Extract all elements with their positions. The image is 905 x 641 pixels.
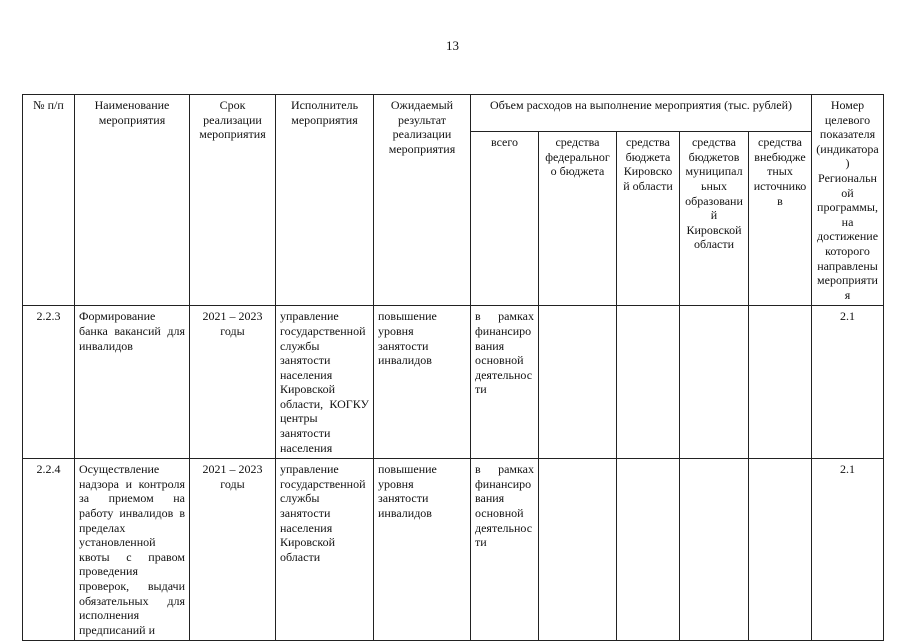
cell-executor: управление государственной службы занятости населения Кировской области — [276, 459, 374, 641]
cell-regional — [617, 459, 680, 641]
cell-federal — [539, 459, 617, 641]
cell-executor: управление государственной службы занятости населения Кировской области, КОГКУ центры занятости населения — [276, 306, 374, 459]
header-federal: средства федерального бюджета — [539, 132, 617, 306]
cell-term: 2021 – 2023 годы — [190, 306, 276, 459]
cell-federal — [539, 306, 617, 459]
cell-num: 2.2.4 — [23, 459, 75, 641]
cell-name: Формирование банка вакансий для инвалидов — [75, 306, 190, 459]
header-indicator: Номер целевого показателя (индикатора) Региональной программы, на достижение которого направлены мероприятия — [812, 95, 884, 306]
cell-num: 2.2.3 — [23, 306, 75, 459]
cell-indicator: 2.1 — [812, 459, 884, 641]
cell-offbudget — [749, 306, 812, 459]
cell-municipal — [680, 459, 749, 641]
cell-name: Осуществление надзора и контроля за приемом на работу инвалидов в пределах установленной квоты с правом проведения проверок, выдачи обязательных для исполнения предписаний и — [75, 459, 190, 641]
cell-municipal — [680, 306, 749, 459]
cell-term: 2021 – 2023 годы — [190, 459, 276, 641]
header-total: всего — [471, 132, 539, 306]
measures-table — [22, 94, 884, 641]
cell-regional — [617, 306, 680, 459]
page-number: 13 — [446, 38, 459, 53]
header-term: Срок реализации мероприятия — [190, 95, 276, 306]
table-row — [23, 459, 884, 641]
cell-total: в рамках финансирования основной деятельности — [471, 306, 539, 459]
header-municipal: средства бюджетов муниципальных образований Кировской области — [680, 132, 749, 306]
table-row — [23, 306, 884, 459]
cell-indicator: 2.1 — [812, 306, 884, 459]
header-name: Наименование мероприятия — [75, 95, 190, 306]
cell-result: повышение уровня занятости инвалидов — [374, 459, 471, 641]
header-volume: Объем расходов на выполнение мероприятия (тыс. рублей) — [471, 95, 812, 132]
header-result: Ожидаемый результат реализации мероприятия — [374, 95, 471, 306]
cell-offbudget — [749, 459, 812, 641]
header-offbudget: средства внебюджетных источников — [749, 132, 812, 306]
cell-result: повышение уровня занятости инвалидов — [374, 306, 471, 459]
header-executor: Исполнитель мероприятия — [276, 95, 374, 306]
header-regional: средства бюджета Кировской области — [617, 132, 680, 306]
cell-total: в рамках финансирования основной деятельности — [471, 459, 539, 641]
table-header-row — [23, 95, 884, 132]
header-num: № п/п — [23, 95, 75, 306]
